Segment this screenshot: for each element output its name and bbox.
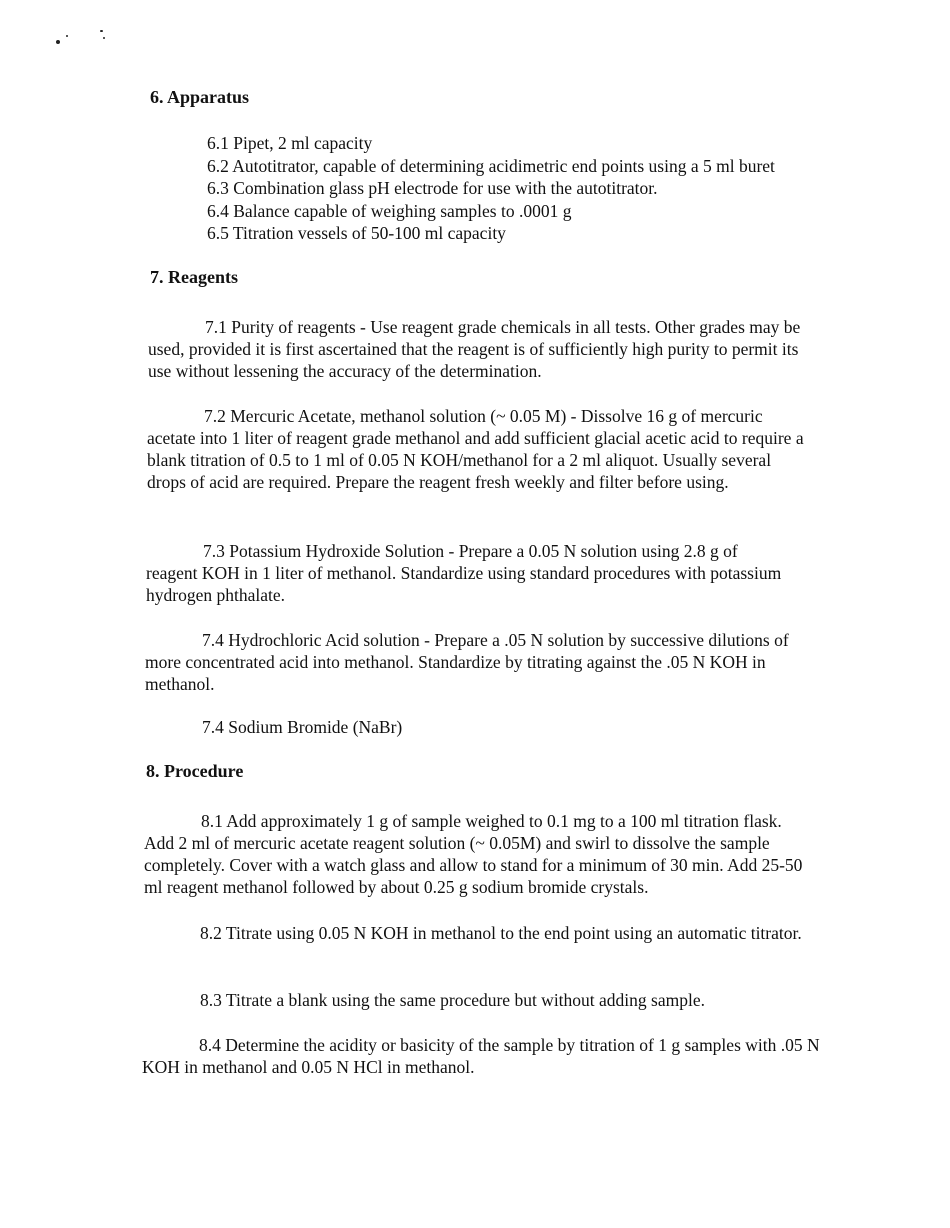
list-item: 6.4 Balance capable of weighing samples to .0001 g xyxy=(207,200,572,221)
paragraph: 7.4 Sodium Bromide (NaBr) xyxy=(202,717,403,737)
scan-speck xyxy=(66,35,68,37)
list-item: 6.1 Pipet, 2 ml capacity xyxy=(207,133,373,153)
paragraph: 8.4 Determine the acidity or basicity of the sample by titration of 1 g samples with .05 N KOH in methanol and 0.05 N HCl in methanol. xyxy=(142,1035,820,1077)
scan-speck xyxy=(56,40,60,44)
paragraph: 7.2 Mercuric Acetate, methanol solution (~ 0.05 M) - Dissolve 16 g of mercuric acetate into 1 liter of reagent grade methanol and add sufficient glacial acetic acid to require a blank titration of 0.5 to 1 ml of 0.05 N KOH/methanol for a 2 ml aliquot. Usually several drops of acid are required. Prepare the reagent fresh weekly and filter before using. xyxy=(147,406,804,492)
section-heading-reagents: 7. Reagents xyxy=(150,267,238,287)
paragraph: 7.1 Purity of reagents - Use reagent grade chemicals in all tests. Other grades may be used, provided it is first ascertained that the reagent is of sufficiently high purity to permit its use without lessening the accuracy of the determination. xyxy=(148,317,801,381)
apparatus-list xyxy=(207,132,775,245)
list-item: 6.3 Combination glass pH electrode for use with the autotitrator. xyxy=(207,178,658,198)
list-item: 6.5 Titration vessels of 50-100 ml capacity xyxy=(207,223,506,243)
paragraph: 8.3 Titrate a blank using the same procedure but without adding sample. xyxy=(200,990,705,1010)
paragraph: 8.2 Titrate using 0.05 N KOH in methanol to the end point using an automatic titrator. xyxy=(200,923,802,943)
paragraph: 7.3 Potassium Hydroxide Solution - Prepare a 0.05 N solution using 2.8 g of reagent KOH in 1 liter of methanol. Standardize using standard procedures with potassium hydrogen phthalate. xyxy=(146,541,782,605)
paragraph: 7.4 Hydrochloric Acid solution - Prepare a .05 N solution by successive dilutions of more concentrated acid into methanol. Standardize by titrating against the .05 N KOH in methanol. xyxy=(145,630,789,694)
scan-speck xyxy=(103,37,105,39)
section-heading-procedure: 8. Procedure xyxy=(146,761,244,781)
section-heading-apparatus: 6. Apparatus xyxy=(150,87,250,107)
paragraph: 8.1 Add approximately 1 g of sample weighed to 0.1 mg to a 100 ml titration flask. Add 2 ml of mercuric acetate reagent solution (~ 0.05M) and swirl to dissolve the sample completely. Cover with a watch glass and allow to stand for a minimum of 30 min. Add 25-50 ml reagent methanol followed by about 0.25 g sodium bromide crystals. xyxy=(144,811,803,897)
list-item: 6.2 Autotitrator, capable of determining acidimetric end points using a 5 ml buret xyxy=(207,155,775,176)
scan-speck xyxy=(100,30,103,32)
